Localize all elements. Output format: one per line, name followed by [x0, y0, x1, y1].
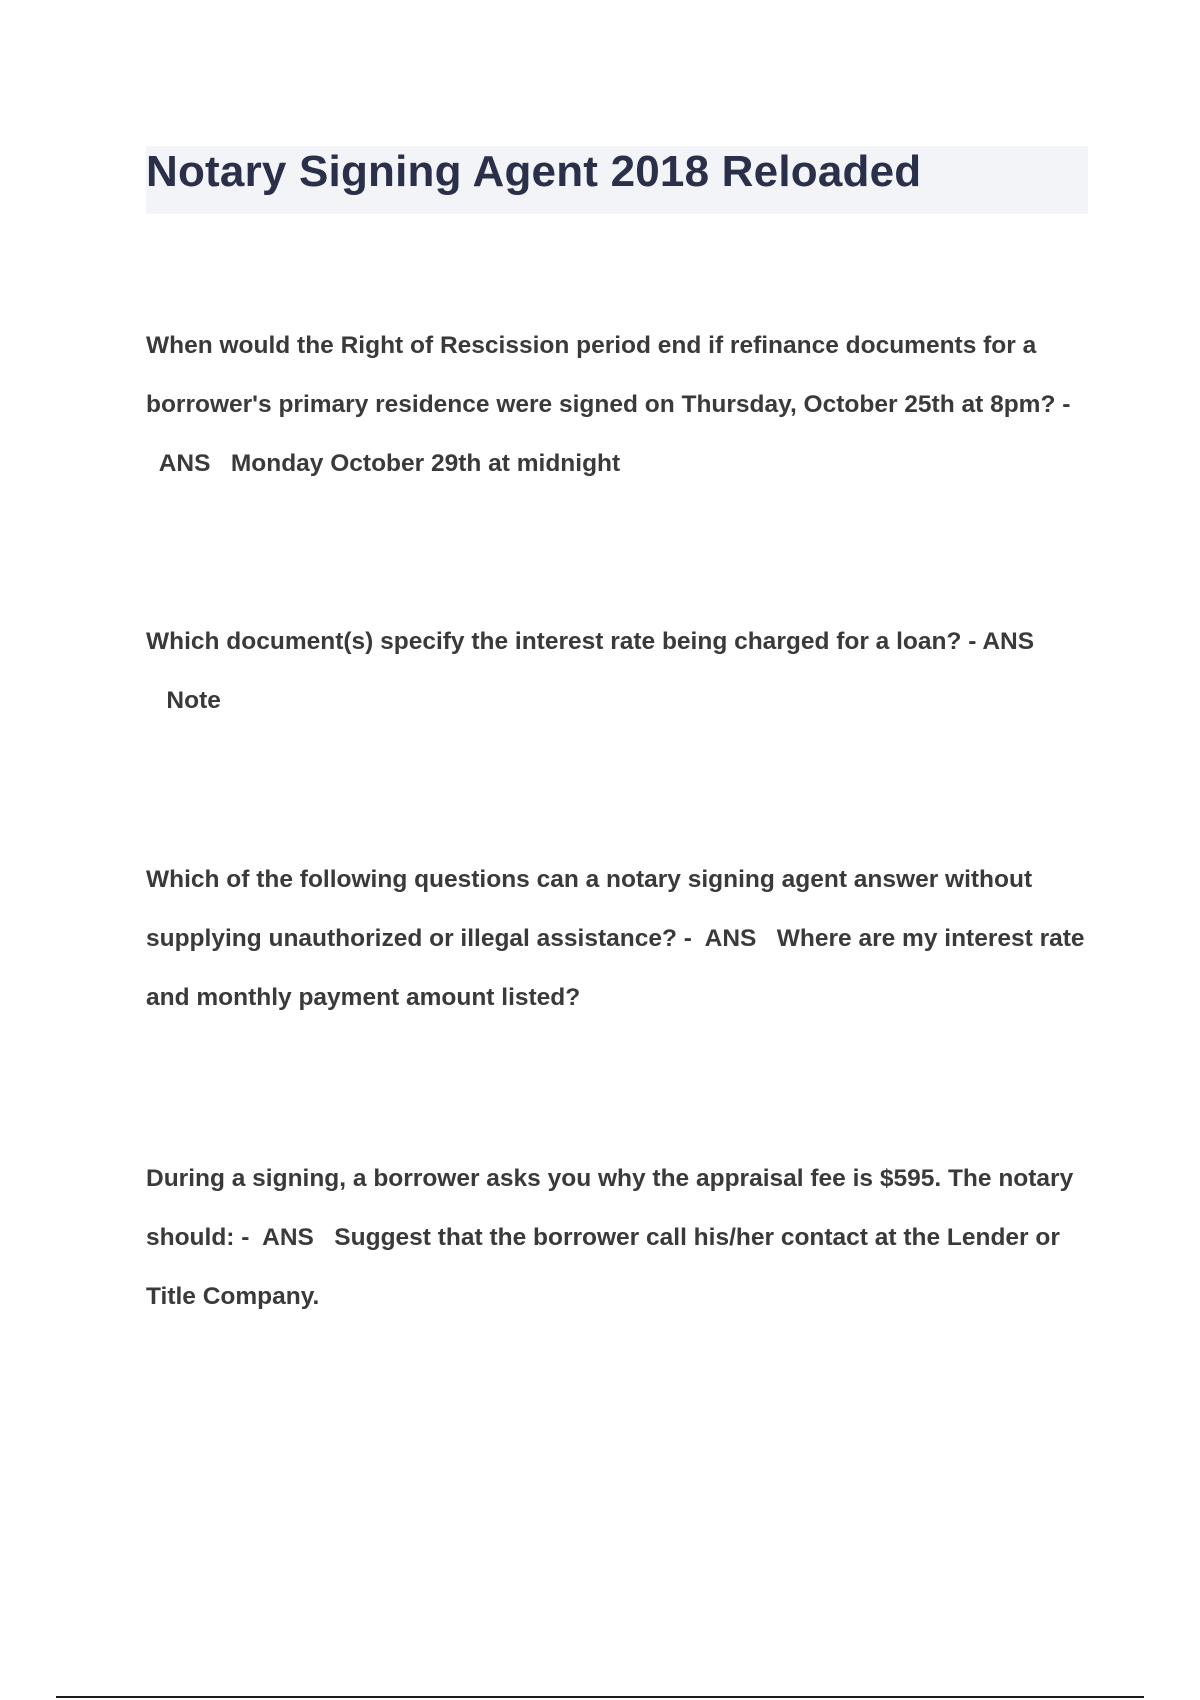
question-text: When would the Right of Rescission period end if refinance documents for a borrower's primary residence were signed on Thursday, October 25th at 8pm? - — [146, 332, 1071, 418]
question-text: Which document(s) specify the interest rate being charged for a loan? - — [146, 628, 977, 655]
qa-item — [146, 612, 1096, 730]
answer-text: Note — [166, 687, 221, 714]
answer-text: Where are my interest rate and monthly payment amount listed? — [146, 925, 1085, 1011]
question-text: During a signing, a borrower asks you why the appraisal fee is $595. The notary should: - — [146, 1165, 1074, 1251]
answer-text: Monday October 29th at midnight — [230, 450, 621, 477]
answer-marker: ANS — [982, 628, 1035, 655]
answer-marker: ANS — [262, 1224, 314, 1251]
answer-marker: ANS — [704, 925, 757, 952]
qa-item — [146, 316, 1096, 493]
answer-marker: ANS — [158, 450, 211, 477]
document-title: Notary Signing Agent 2018 Reloaded — [146, 147, 922, 196]
qa-item — [146, 1149, 1096, 1326]
question-text: Which of the following questions can a notary signing agent answer without supplying unauthorized or illegal assistance? - — [146, 866, 1033, 952]
qa-item — [146, 850, 1096, 1027]
page-bottom-rule — [56, 1696, 1144, 1698]
answer-text: Suggest that the borrower call his/her contact at the Lender or Title Company. — [146, 1224, 1060, 1310]
